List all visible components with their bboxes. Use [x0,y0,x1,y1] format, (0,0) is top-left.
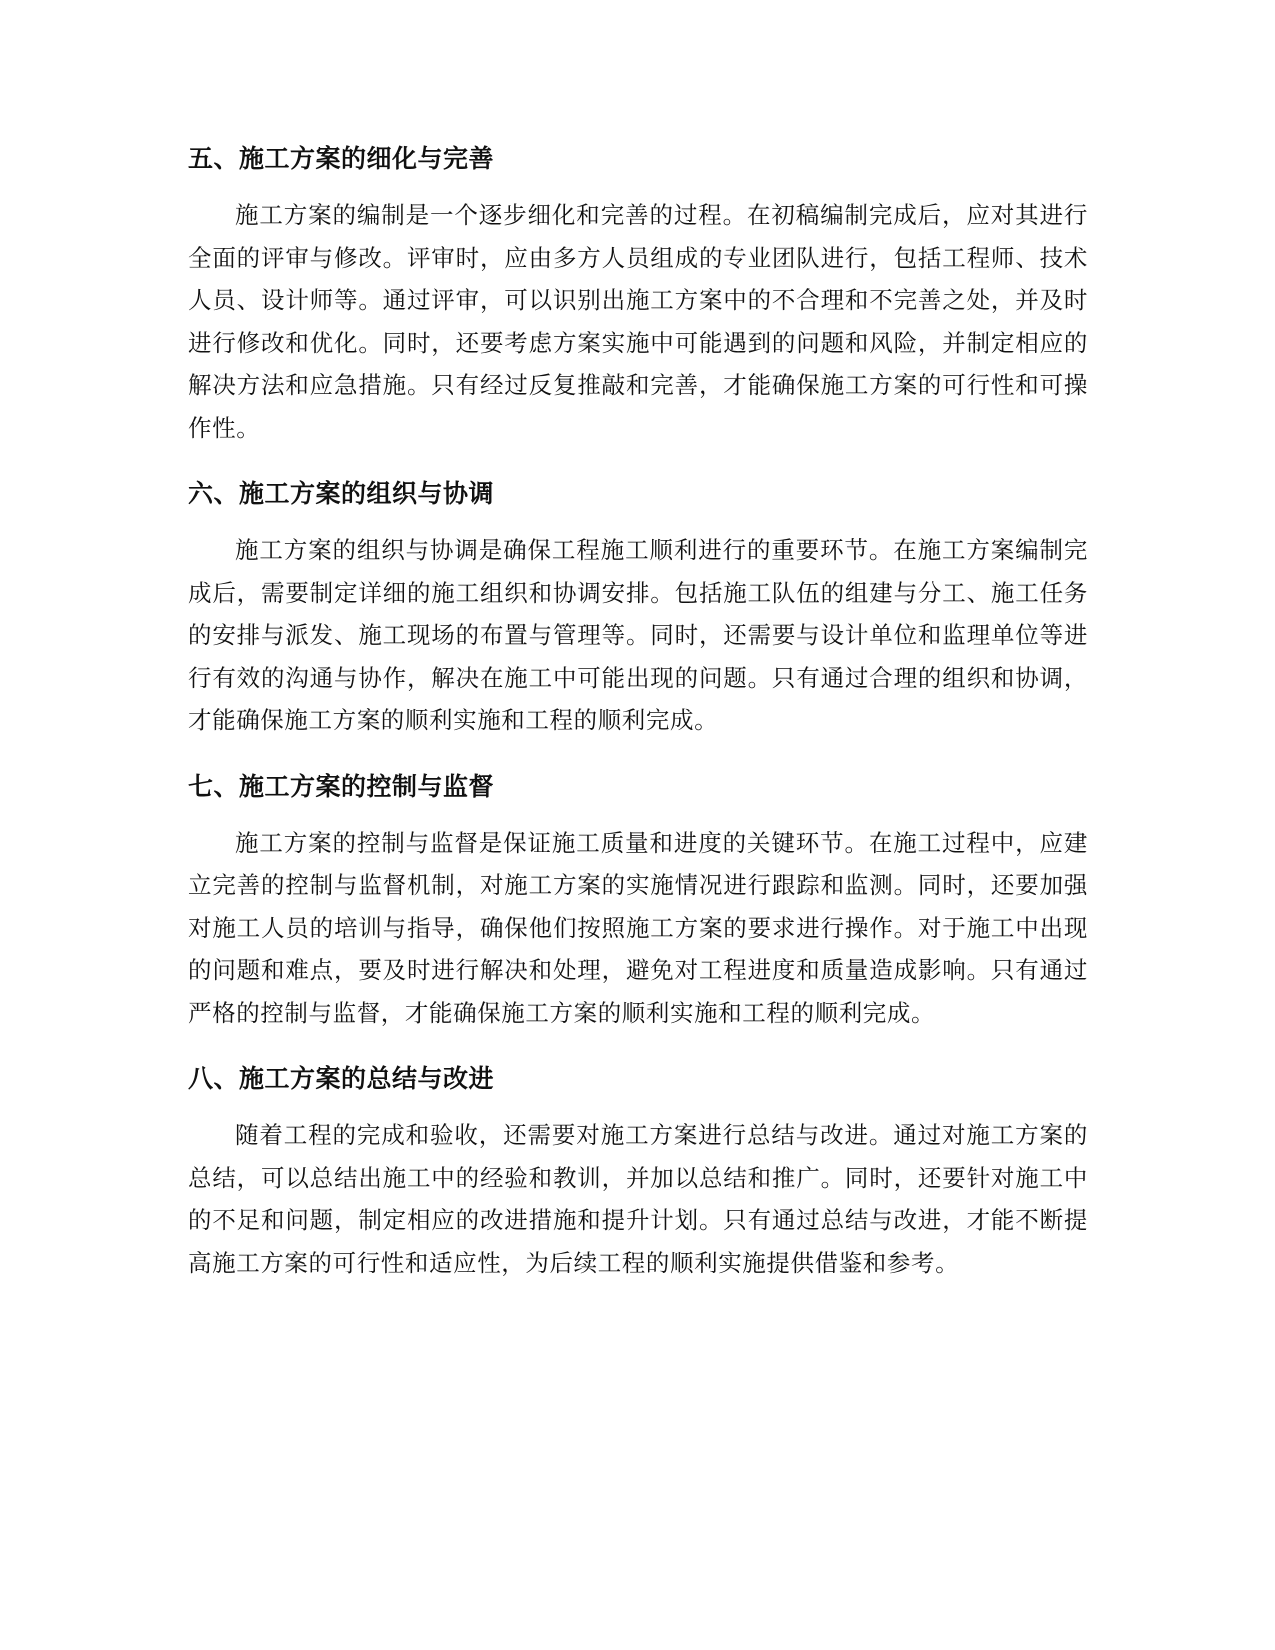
section-7 [188,770,1088,1035]
section-heading: 五、施工方案的细化与完善 [188,144,495,173]
section-6 [188,477,1088,742]
section-paragraph: 施工方案的组织与协调是确保工程施工顺利进行的重要环节。在施工方案编制完成后，需要制定详细的施工组织和协调安排。包括施工队伍的组建与分工、施工任务的安排与派发、施工现场的布置与管理等。同时，还需要与设计单位和监理单位等进行有效的沟通与协作，解决在施工中可能出现的问题。只有通过合理的组织和协调，才能确保施工方案的顺利实施和工程的顺利完成。 [188,536,1088,734]
section-paragraph: 施工方案的编制是一个逐步细化和完善的过程。在初稿编制完成后，应对其进行全面的评审与修改。评审时，应由多方人员组成的专业团队进行，包括工程师、技术人员、设计师等。通过评审，可以识别出施工方案中的不合理和不完善之处，并及时进行修改和优化。同时，还要考虑方案实施中可能遇到的问题和风险，并制定相应的解决方法和应急措施。只有经过反复推敲和完善，才能确保施工方案的可行性和可操作性。 [188,201,1088,442]
document-page [188,142,1088,1312]
section-heading: 八、施工方案的总结与改进 [188,1064,495,1093]
section-5 [188,142,1088,449]
section-paragraph: 施工方案的控制与监督是保证施工质量和进度的关键环节。在施工过程中，应建立完善的控制与监督机制，对施工方案的实施情况进行跟踪和监测。同时，还要加强对施工人员的培训与指导，确保他们按照施工方案的要求进行操作。对于施工中出现的问题和难点，要及时进行解决和处理，避免对工程进度和质量造成影响。只有通过严格的控制与监督，才能确保施工方案的顺利实施和工程的顺利完成。 [188,828,1088,1027]
section-paragraph: 随着工程的完成和验收，还需要对施工方案进行总结与改进。通过对施工方案的总结，可以总结出施工中的经验和教训，并加以总结和推广。同时，还要针对施工中的不足和问题，制定相应的改进措施和提升计划。只有通过总结与改进，才能不断提高施工方案的可行性和适应性，为后续工程的顺利实施提供借鉴和参考。 [188,1121,1088,1277]
section-8 [188,1062,1088,1284]
section-heading: 七、施工方案的控制与监督 [188,771,495,801]
section-heading: 六、施工方案的组织与协调 [188,479,495,508]
